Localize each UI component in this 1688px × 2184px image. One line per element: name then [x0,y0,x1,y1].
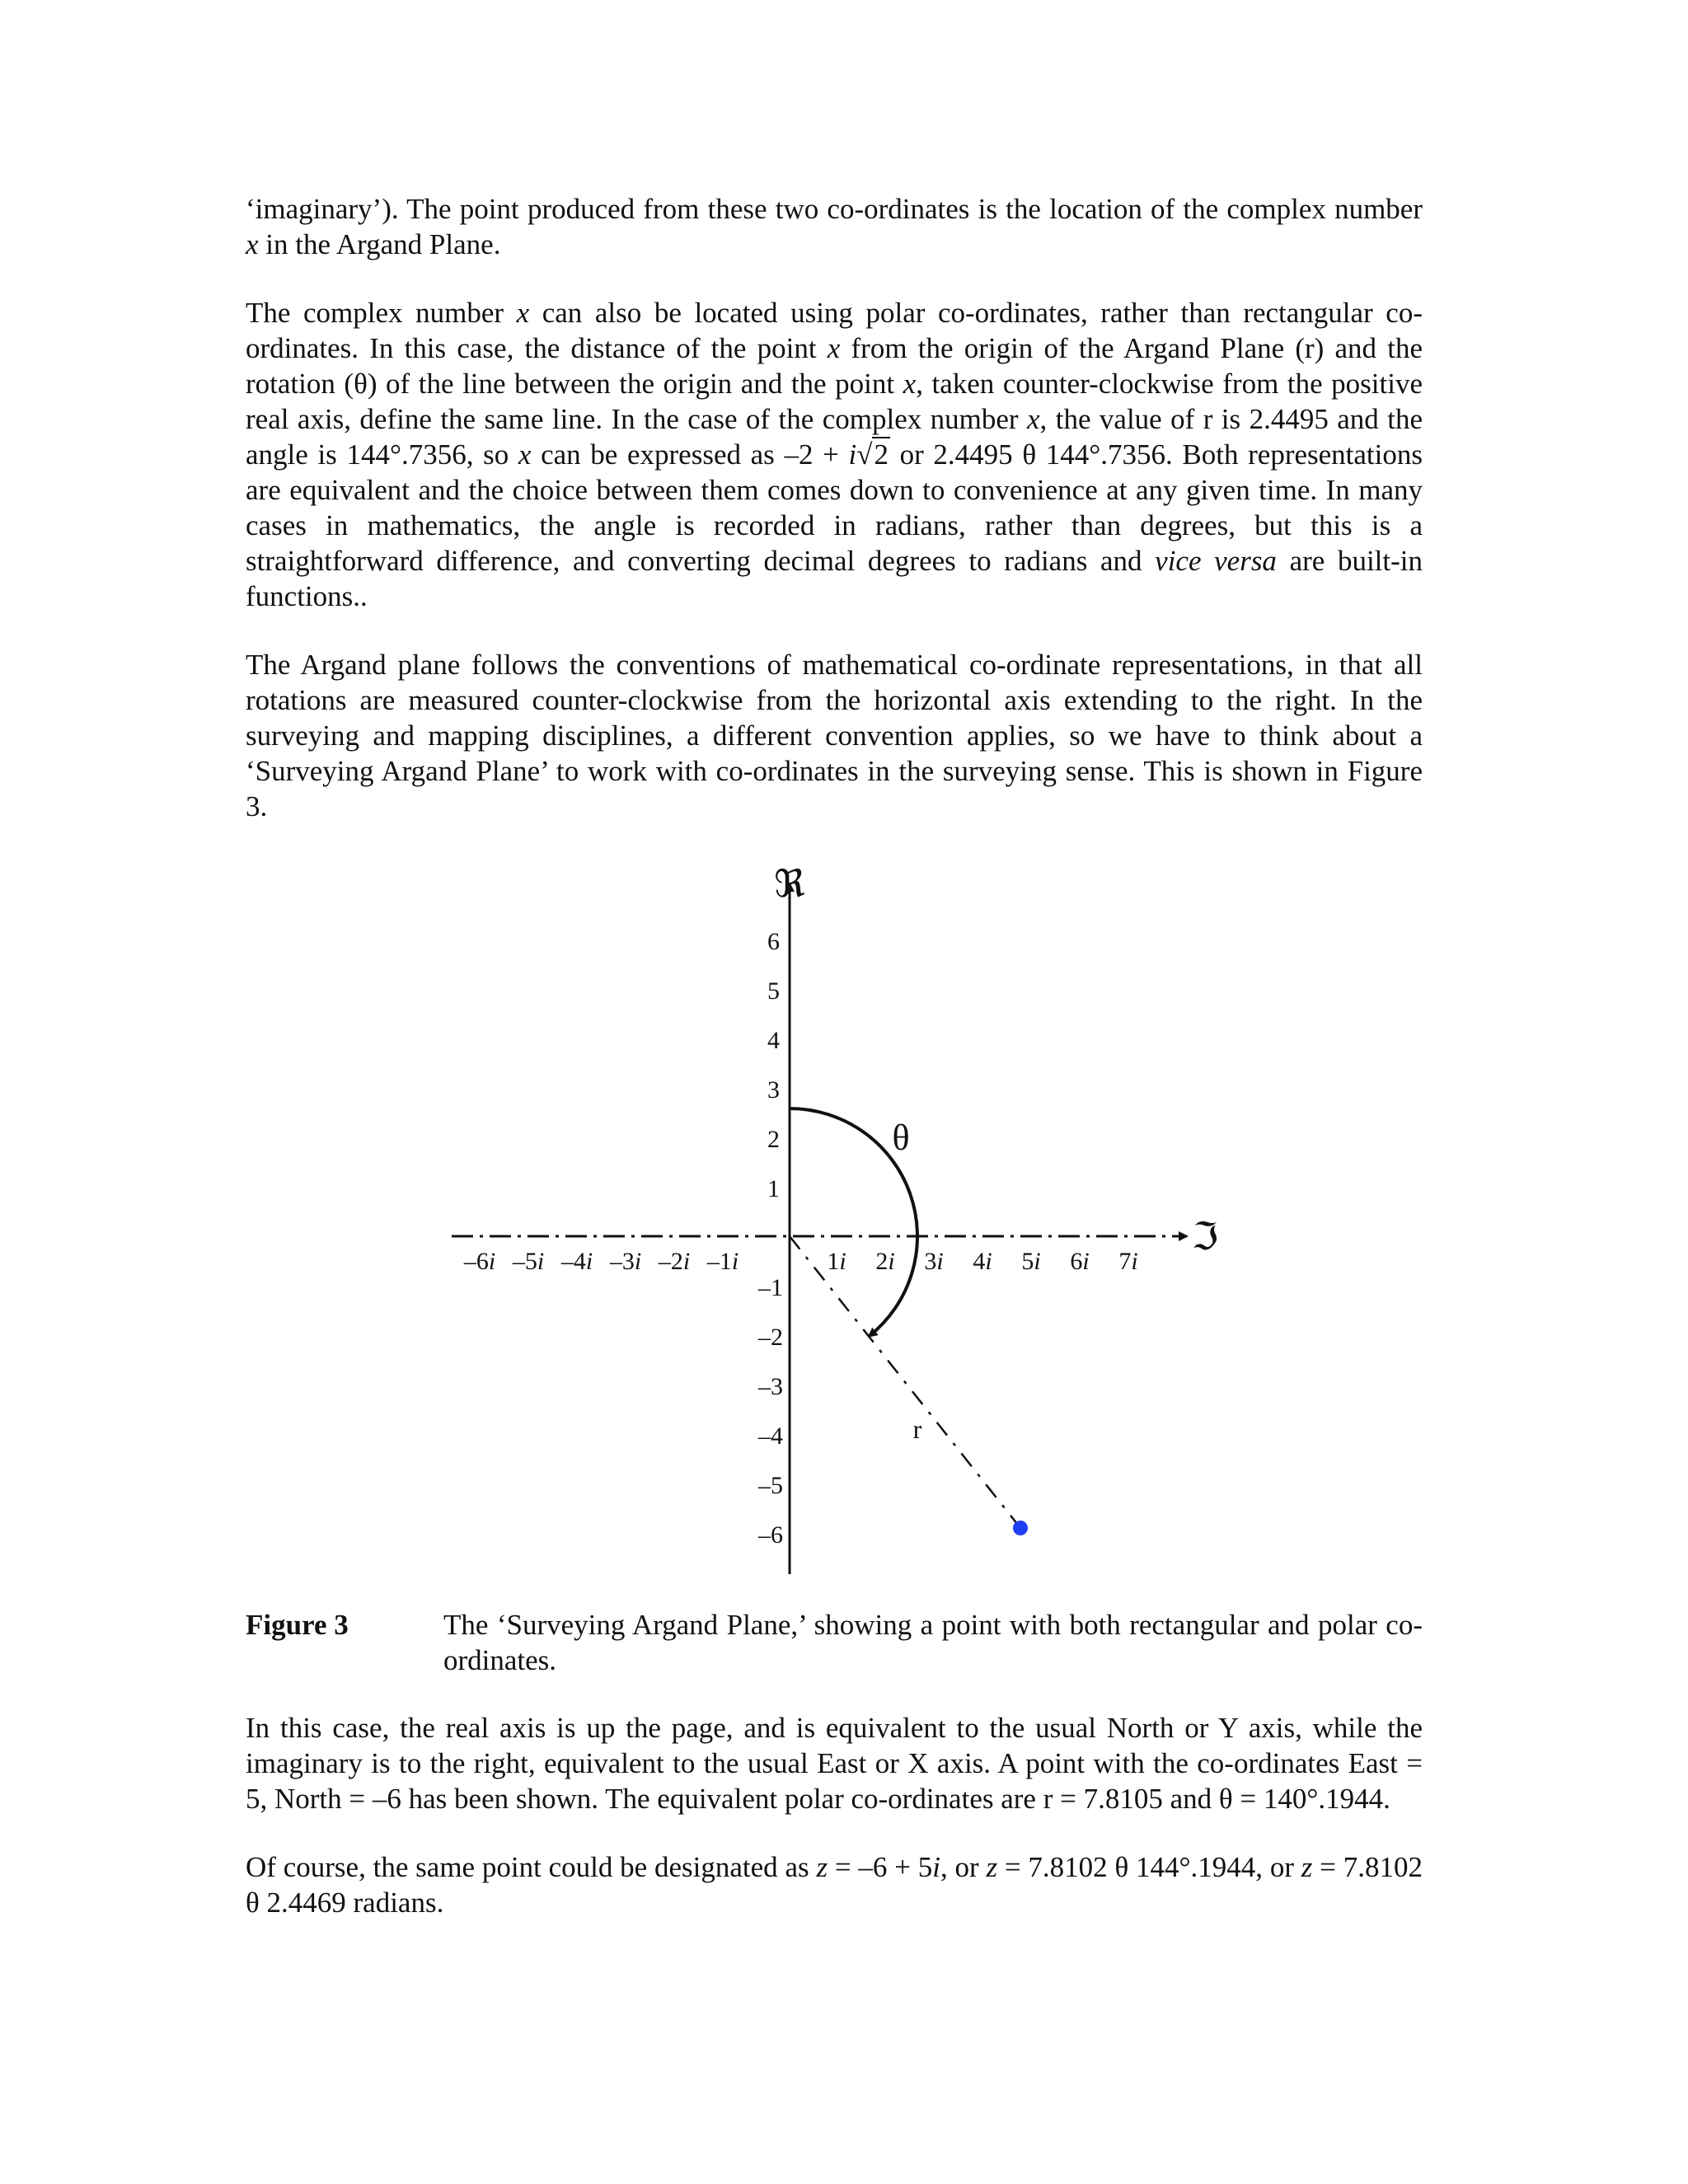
argand-plane-diagram [429,865,1253,1591]
real-tick-label: 1 [767,1175,780,1202]
theta-label: θ [892,1118,910,1158]
caption-label: Figure 3 [246,1609,349,1641]
square-root-expression: √2 [856,438,889,471]
document-body-continued [246,1710,1423,1920]
paragraph-1: ‘imaginary’). The point produced from these two co-ordinates is the location of the complex number x in the Argand Plane. [246,193,1423,260]
paragraph-3: The Argand plane follows the conventions of mathematical co-ordinate representations, in that all rotations are measured counter-clockwise from the horizontal axis extending to the right. In the surveying and mapping disciplines, a different convention applies, so we have to think about a ‘Surveying Argand Plane’ to work with co-ordinates in the surveying sense. This is shown in Figure 3. [246,649,1423,823]
imaginary-tick-label: –5i [512,1248,545,1275]
real-tick-label: –6 [758,1521,783,1549]
imaginary-tick-label: 2i [875,1248,895,1275]
imaginary-tick-label: 4i [973,1248,992,1275]
surveying-argand-plane-figure [429,865,1253,1591]
imaginary-tick-label: –4i [560,1248,593,1275]
real-tick-label: –1 [758,1274,783,1301]
imaginary-tick-label: 3i [924,1248,944,1275]
real-tick-label: 5 [767,977,780,1005]
document-body [246,191,1423,824]
real-tick-label: –4 [758,1422,783,1450]
real-tick-label: –5 [758,1472,783,1499]
imaginary-tick-label: –2i [658,1248,691,1275]
imaginary-tick-label: 5i [1021,1248,1041,1275]
imaginary-tick-label: –1i [706,1248,739,1275]
real-axis-symbol: ℜ [774,865,805,905]
real-tick-label: 4 [767,1027,780,1054]
real-tick-label: 2 [767,1126,780,1153]
imaginary-tick-label: 6i [1070,1248,1090,1275]
paragraph-5: Of course, the same point could be designated as z = –6 + 5i, or z = 7.8102 θ 144°.1944, or z = 7.8102 θ 2.4469 radians. [246,1851,1423,1919]
imaginary-tick-label: 7i [1118,1248,1138,1275]
real-tick-label: –3 [758,1373,783,1400]
figure-caption [246,1607,1423,1678]
real-tick-label: 3 [767,1076,780,1104]
caption-text: The ‘Surveying Argand Plane,’ showing a point with both rectangular and polar co-ordinates. [443,1609,1423,1676]
imaginary-tick-label: 1i [827,1248,846,1275]
real-tick-label: 6 [767,928,780,955]
imaginary-tick-label: –3i [609,1248,642,1275]
point-marker [1013,1521,1028,1535]
radius-label: r [912,1414,922,1444]
radius-line [790,1236,1020,1528]
imaginary-axis-symbol: ℑ [1191,1216,1219,1258]
paragraph-2: The complex number x can also be located using polar co-ordinates, rather than rectangular co-ordinates. In this case, the distance of the point x from the origin of the Argand Plane (r) and the rotation (θ) of the line between the origin and the point x, taken counter-clockwise from the positive real axis, define the same line. In the case of the complex number x, the value of r is 2.4495 and the angle is 144°.7356, so x can be expressed as –2 + i√2 or 2.4495 θ 144°.7356. Both representations are equivalent and the choice between them comes down to convenience at any given time. In many cases in mathematics, the angle is recorded in radians, rather than degrees, but this is a straightforward difference, and converting decimal degrees to radians and vice versa are built-in functions.. [246,297,1423,612]
real-tick-label: –2 [758,1324,783,1351]
imaginary-tick-label: –6i [463,1248,496,1275]
paragraph-4: In this case, the real axis is up the page, and is equivalent to the usual North or Y axis, while the imaginary is to the right, equivalent to the usual East or X axis. A point with the co-ordinates East = 5, North = –6 has been shown. The equivalent polar co-ordinates are r = 7.8105 and θ = 140°.1944. [246,1712,1423,1815]
